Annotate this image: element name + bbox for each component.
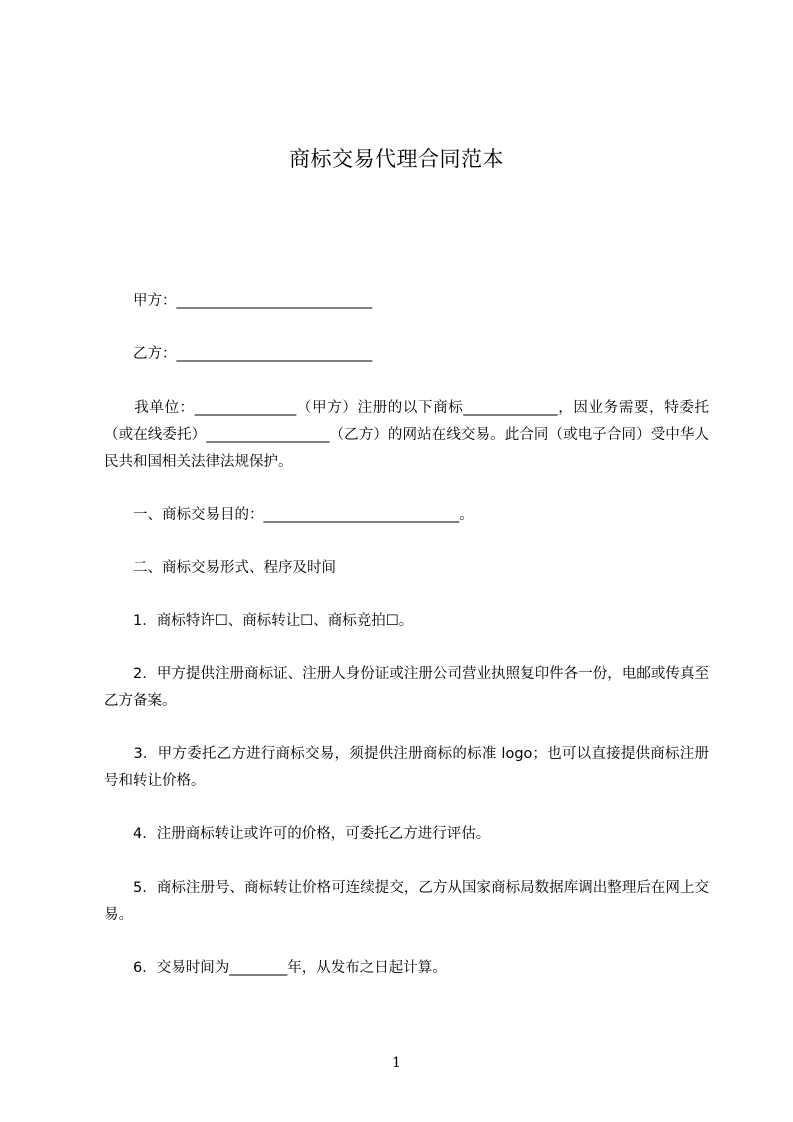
item-2: 2．甲方提供注册商标证、注册人身份证或注册公司营业执照复印件各一份，电邮或传真至乙方备案。 [104,666,709,709]
item-5: 5．商标注册号、商标转让价格可连续提交，乙方从国家商标局数据库调出整理后在网上交易。 [104,880,709,923]
page-number: 1 [392,1055,401,1071]
party-b-line: 乙方：___________________________ [104,346,373,362]
item-6: 6．交易时间为________年，从发布之日起计算。 [104,960,447,976]
intro-paragraph: 我单位：______________（甲方）注册的以下商标_____________，因业务需要，特委托（或在线委托）_________________（乙方）的网站在线交易。此合同（或电子合同）受中华人民共和国相关法律法规保护。 [104,400,709,470]
item-1: 1．商标特许☐、商标转让☐、商标竞拍☐。 [104,613,414,629]
section-1-heading: 一、商标交易目的：___________________________。 [104,507,474,523]
section-2-heading: 二、商标交易形式、程序及时间 [104,560,336,576]
party-a-line: 甲方：___________________________ [104,293,373,309]
item-3: 3．甲方委托乙方进行商标交易，须提供注册商标的标准 logo；也可以直接提供商标注册号和转让价格。 [104,746,709,789]
document-title: 商标交易代理合同范本 [289,147,504,171]
item-4: 4．注册商标转让或许可的价格，可委托乙方进行评估。 [104,826,491,842]
